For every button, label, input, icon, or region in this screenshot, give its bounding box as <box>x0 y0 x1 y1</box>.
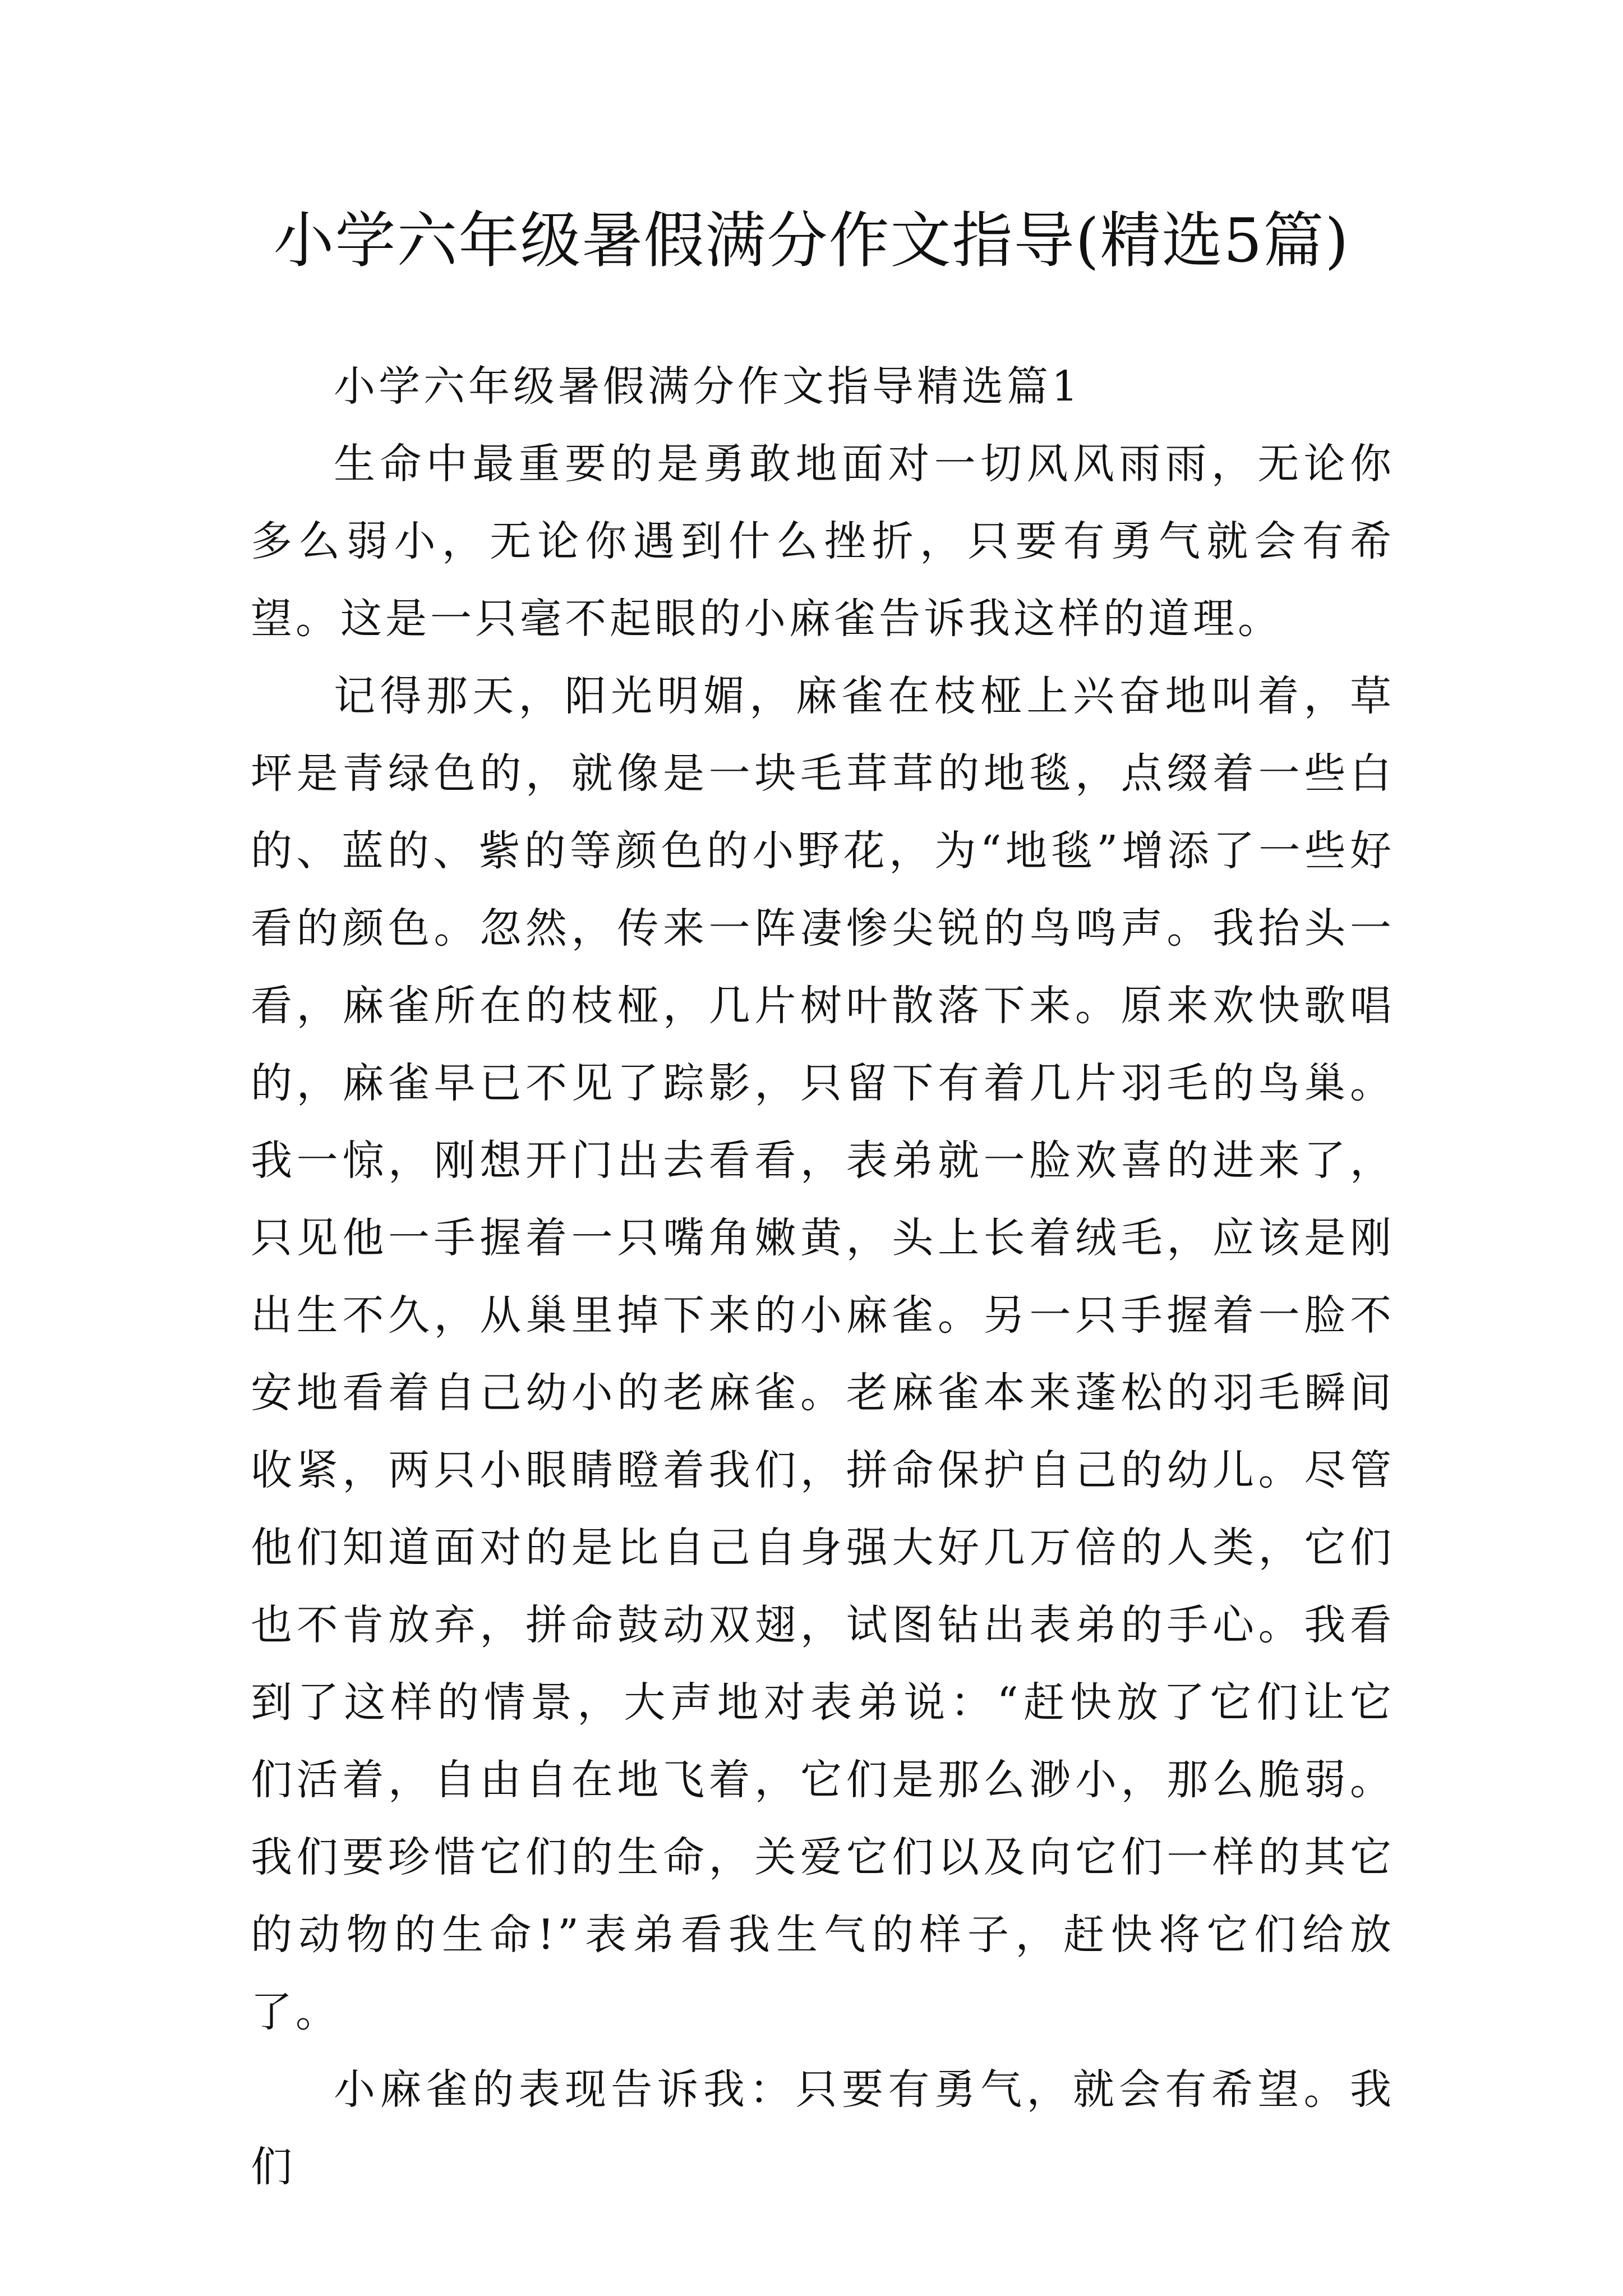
paragraph-2: 记得那天，阳光明媚，麻雀在枝桠上兴奋地叫着，草坪是青绿色的，就像是一块毛茸茸的地毯，点缀着一些白的、蓝的、紫的等颜色的小野花，为“地毯”增添了一些好看的颜色。忽然，传来一阵凄惨尖锐的鸟鸣声。我抬头一看，麻雀所在的枝桠，几片树叶散落下来。原来欢快歌唱的，麻雀早已不见了踪影，只留下有着几片羽毛的鸟巢。我一惊，刚想开门出去看看，表弟就一脸欢喜的进来了，只见他一手握着一只嘴角嫩黄，头上长着绒毛，应该是刚出生不久，从巢里掉下来的小麻雀。另一只手握着一脸不安地看着自己幼小的老麻雀。老麻雀本来蓬松的羽毛瞬间收紧，两只小眼睛瞪着我们，拼命保护自己的幼儿。尽管他们知道面对的是比自己自身强大好几万倍的人类，它们也不肯放弃，拼命鼓动双翅，试图钻出表弟的手心。我看到了这样的情景，大声地对表弟说：“赶快放了它们让它们活着，自由自在地飞着，它们是那么渺小，那么脆弱。我们要珍惜它们的生命，关爱它们以及向它们一样的其它的动物的生命!”表弟看我生气的样子，赶快将它们给放了。 <box>251 672 1395 2036</box>
paragraph-3: 小麻雀的表现告诉我：只要有勇气，就会有希望。我们 <box>251 2065 1395 2191</box>
section-heading: 小学六年级暑假满分作文指导精选篇1 <box>334 362 1082 411</box>
document-title: 小学六年级暑假满分作文指导(精选5篇) <box>273 206 1350 276</box>
paragraph-1: 生命中最重要的是勇敢地面对一切风风雨雨，无论你多么弱小，无论你遇到什么挫折，只要有勇气就会有希望。这是一只毫不起眼的小麻雀告诉我这样的道理。 <box>251 440 1395 643</box>
document-body <box>251 348 1395 2206</box>
